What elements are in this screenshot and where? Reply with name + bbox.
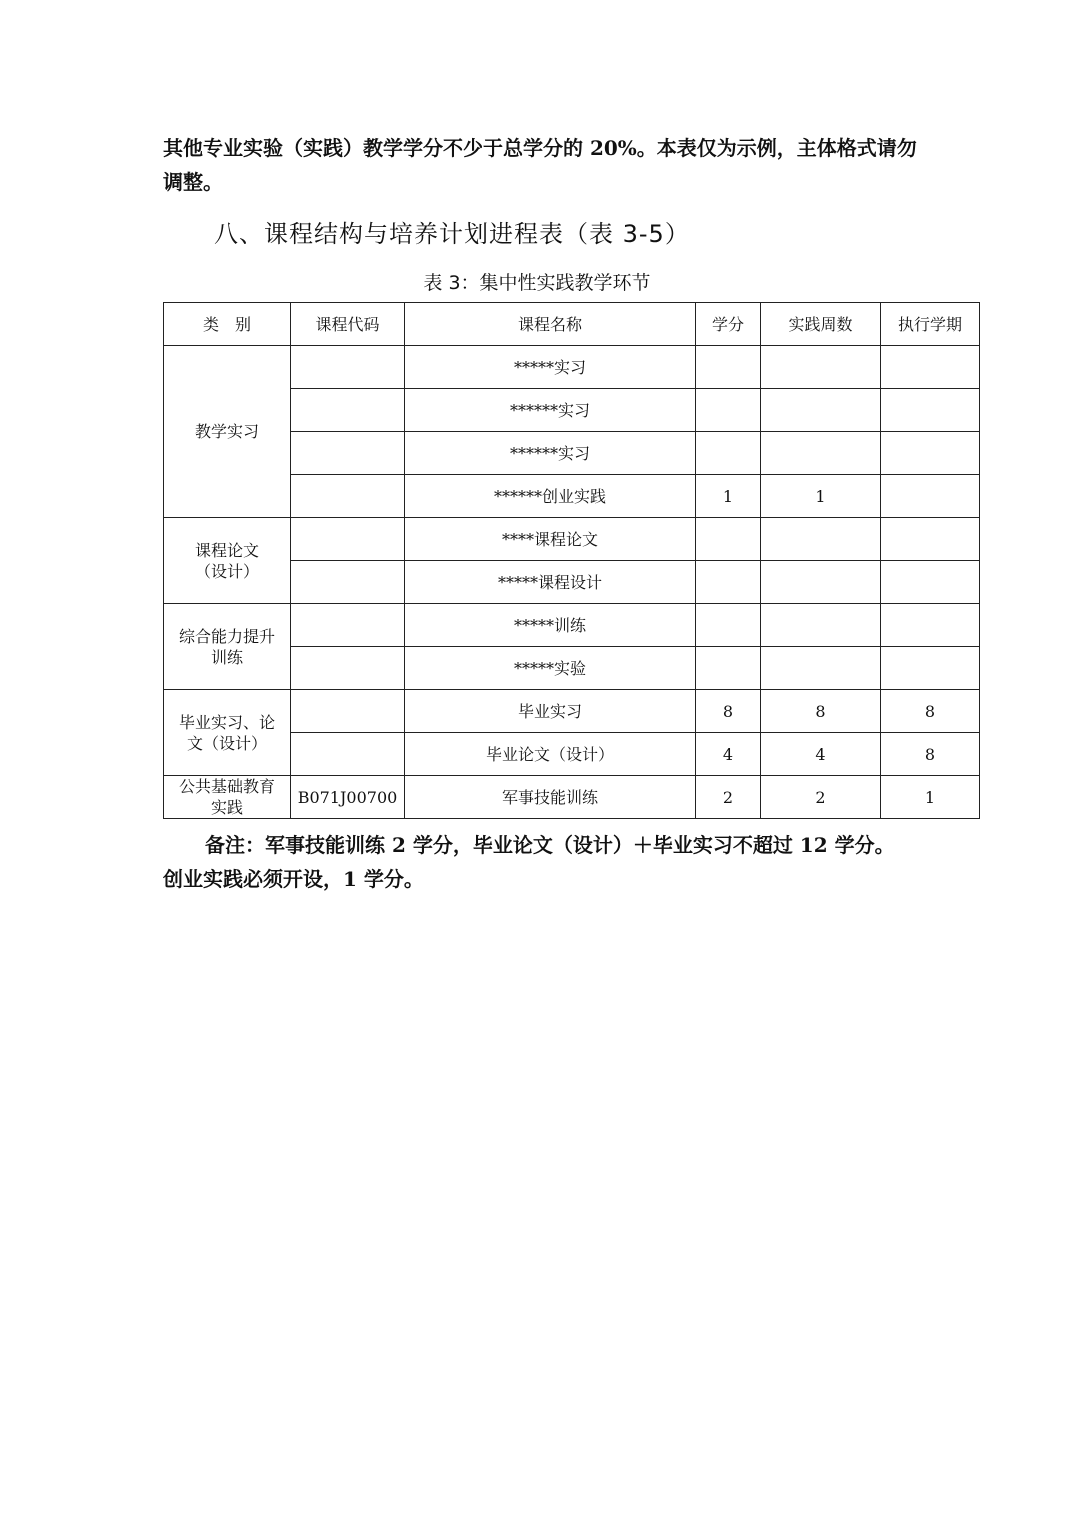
table-row bbox=[164, 604, 980, 647]
semester-cell: 1 bbox=[881, 776, 980, 819]
credits-cell bbox=[696, 647, 761, 690]
note-line-1: 备注：军事技能训练 2 学分，毕业论文（设计）＋毕业实习不超过 12 学分。 bbox=[205, 833, 895, 857]
weeks-cell bbox=[761, 647, 881, 690]
credits-cell: 2 bbox=[696, 776, 761, 819]
header-weeks: 实践周数 bbox=[761, 303, 881, 346]
semester-cell bbox=[881, 346, 980, 389]
header-category: 类 别 bbox=[164, 303, 291, 346]
header-code: 课程代码 bbox=[291, 303, 405, 346]
weeks-cell bbox=[761, 518, 881, 561]
weeks-cell: 8 bbox=[761, 690, 881, 733]
semester-cell bbox=[881, 561, 980, 604]
semester-cell bbox=[881, 647, 980, 690]
category-cell: 毕业实习、论文（设计） bbox=[164, 690, 291, 776]
semester-cell: 8 bbox=[881, 690, 980, 733]
weeks-cell: 4 bbox=[761, 733, 881, 776]
credits-cell bbox=[696, 346, 761, 389]
semester-cell bbox=[881, 432, 980, 475]
weeks-cell bbox=[761, 561, 881, 604]
header-name: 课程名称 bbox=[405, 303, 696, 346]
code-cell bbox=[291, 475, 405, 518]
name-cell: *****实验 bbox=[405, 647, 696, 690]
weeks-cell bbox=[761, 346, 881, 389]
semester-cell: 8 bbox=[881, 733, 980, 776]
table-row bbox=[164, 776, 980, 819]
name-cell: *****课程设计 bbox=[405, 561, 696, 604]
code-cell bbox=[291, 604, 405, 647]
name-cell: *****实习 bbox=[405, 346, 696, 389]
semester-cell bbox=[881, 604, 980, 647]
credits-cell: 4 bbox=[696, 733, 761, 776]
table-row bbox=[164, 690, 980, 733]
name-cell: ******实习 bbox=[405, 432, 696, 475]
note-paragraph bbox=[163, 828, 923, 896]
weeks-cell bbox=[761, 604, 881, 647]
code-cell bbox=[291, 561, 405, 604]
semester-cell bbox=[881, 389, 980, 432]
weeks-cell bbox=[761, 389, 881, 432]
note-line-2: 创业实践必须开设，1 学分。 bbox=[163, 867, 424, 891]
weeks-cell bbox=[761, 432, 881, 475]
name-cell: *****训练 bbox=[405, 604, 696, 647]
code-cell bbox=[291, 733, 405, 776]
category-cell: 公共基础教育实践 bbox=[164, 776, 291, 819]
credits-cell: 8 bbox=[696, 690, 761, 733]
name-cell: 毕业实习 bbox=[405, 690, 696, 733]
credits-cell bbox=[696, 561, 761, 604]
credits-cell bbox=[696, 518, 761, 561]
header-credits: 学分 bbox=[696, 303, 761, 346]
credits-cell bbox=[696, 604, 761, 647]
name-cell: ****课程论文 bbox=[405, 518, 696, 561]
semester-cell bbox=[881, 475, 980, 518]
code-cell bbox=[291, 432, 405, 475]
code-cell: B071J00700 bbox=[291, 776, 405, 819]
category-cell: 教学实习 bbox=[164, 346, 291, 518]
name-cell: ******创业实践 bbox=[405, 475, 696, 518]
header-semester: 执行学期 bbox=[881, 303, 980, 346]
table-row bbox=[164, 518, 980, 561]
weeks-cell: 1 bbox=[761, 475, 881, 518]
code-cell bbox=[291, 389, 405, 432]
name-cell: ******实习 bbox=[405, 389, 696, 432]
intro-paragraph: 其他专业实验（实践）教学学分不少于总学分的 20%。本表仅为示例，主体格式请勿调整。 bbox=[163, 136, 917, 194]
code-cell bbox=[291, 690, 405, 733]
semester-cell bbox=[881, 518, 980, 561]
table-header-row bbox=[164, 303, 980, 346]
credits-cell: 1 bbox=[696, 475, 761, 518]
practice-table bbox=[163, 302, 980, 819]
name-cell: 毕业论文（设计） bbox=[405, 733, 696, 776]
code-cell bbox=[291, 647, 405, 690]
section-heading: 八、课程结构与培养计划进程表（表 3-5） bbox=[214, 220, 690, 248]
code-cell bbox=[291, 346, 405, 389]
weeks-cell: 2 bbox=[761, 776, 881, 819]
code-cell bbox=[291, 518, 405, 561]
category-cell: 课程论文（设计） bbox=[164, 518, 291, 604]
name-cell: 军事技能训练 bbox=[405, 776, 696, 819]
credits-cell bbox=[696, 432, 761, 475]
table-row bbox=[164, 346, 980, 389]
table-caption: 表 3：集中性实践教学环节 bbox=[423, 272, 651, 294]
category-cell: 综合能力提升训练 bbox=[164, 604, 291, 690]
credits-cell bbox=[696, 389, 761, 432]
